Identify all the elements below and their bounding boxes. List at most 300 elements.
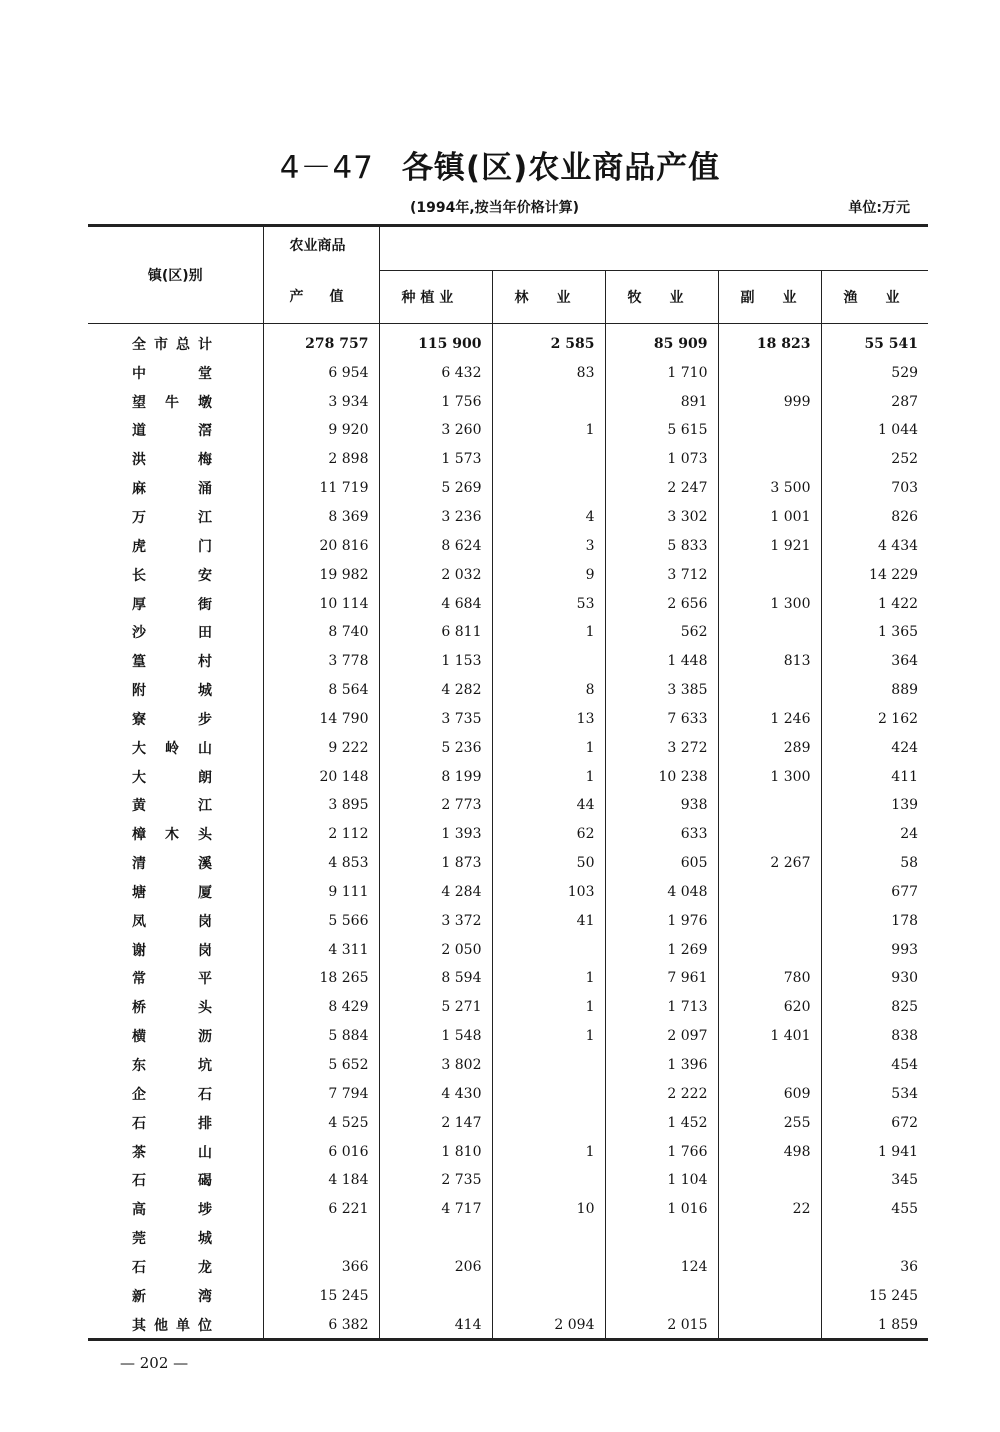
region-name-char: 高 [132,1202,146,1219]
table-row [88,560,928,589]
bottom-rule [88,1338,928,1341]
livestock-value: 85 909 [605,323,718,358]
region-name-char: 道 [132,423,146,440]
region-name [88,820,263,849]
table-row [88,849,928,878]
livestock-value: 5 615 [605,416,718,445]
fishery-value: 993 [891,941,919,958]
livestock-value: 2 247 [605,474,718,503]
planting-value: 6 811 [379,618,492,647]
region-name [88,1108,263,1137]
sideline-value [718,1253,821,1282]
region-name-char: 樟 [132,827,146,844]
sideline-value: 255 [718,1108,821,1137]
planting-value: 1 153 [379,647,492,676]
total-value: 4 184 [263,1166,379,1195]
total-value: 15 245 [263,1281,379,1310]
sideline-value [718,1166,821,1195]
region-name-char: 望 [132,394,146,411]
region-name-char: 门 [198,538,212,555]
total-value: 8 429 [263,993,379,1022]
table-row [88,1224,928,1253]
table-row [88,762,928,791]
livestock-value: 1 710 [605,358,718,387]
planting-value: 3 802 [379,1051,492,1080]
livestock-value: 1 448 [605,647,718,676]
planting-value: 5 271 [379,993,492,1022]
livestock-value: 1 269 [605,935,718,964]
region-name-char: 单 [176,1317,190,1334]
region-name [88,676,263,705]
sideline-value: 620 [718,993,821,1022]
fishery-value: 454 [891,1057,919,1074]
total-value: 3 778 [263,647,379,676]
region-name [88,358,263,387]
planting-value: 206 [379,1253,492,1282]
total-value: 20 816 [263,531,379,560]
region-name-char: 新 [132,1288,146,1305]
livestock-value: 2 656 [605,589,718,618]
planting-value: 4 284 [379,878,492,907]
fishery-value: 930 [891,970,919,987]
header-planting: 种 植 业 [379,270,492,323]
region-name-char: 茶 [132,1144,146,1161]
fishery-value: 1 422 [877,595,919,612]
livestock-value: 605 [605,849,718,878]
region-name [88,618,263,647]
region-name-char: 篁 [132,654,146,671]
sideline-value: 289 [718,733,821,762]
forestry-value [492,1224,605,1253]
fishery-value: 364 [891,653,919,670]
total-value: 8 564 [263,676,379,705]
region-name [88,1051,263,1080]
livestock-value: 4 048 [605,878,718,907]
livestock-value: 1 976 [605,906,718,935]
region-name-char: 岗 [198,942,212,959]
livestock-value: 938 [605,791,718,820]
total-value: 4 311 [263,935,379,964]
table-row [88,416,928,445]
region-name [88,589,263,618]
region-name [88,964,263,993]
agri-commodity-table [88,224,928,1339]
sideline-value [718,906,821,935]
region-name-char: 横 [132,1029,146,1046]
table-row [88,676,928,705]
region-name [88,416,263,445]
header-region: 镇(区)别 [88,226,263,324]
table-row [88,1022,928,1051]
table-row [88,387,928,416]
forestry-value [492,1281,605,1310]
region-name [88,935,263,964]
table-row [88,733,928,762]
region-name-char: 总 [176,336,190,353]
planting-value: 2 050 [379,935,492,964]
region-name-char: 岭 [165,740,179,757]
fishery-value: 411 [891,768,919,785]
planting-value: 3 236 [379,503,492,532]
region-name [88,1310,263,1339]
fishery-value: 889 [891,682,919,699]
planting-value: 4 717 [379,1195,492,1224]
livestock-value: 2 097 [605,1022,718,1051]
planting-value: 1 548 [379,1022,492,1051]
region-name-char: 涌 [198,481,212,498]
region-name-char: 计 [198,336,212,353]
region-name-char: 村 [198,654,212,671]
total-value: 366 [263,1253,379,1282]
forestry-value [492,647,605,676]
region-name-char: 寮 [132,711,146,728]
sideline-value: 18 823 [718,323,821,358]
planting-value: 2 773 [379,791,492,820]
region-name-char: 排 [198,1115,212,1132]
table-row [88,1310,928,1339]
table-row [88,878,928,907]
region-name-char: 洪 [132,452,146,469]
total-value: 5 566 [263,906,379,935]
sideline-value: 999 [718,387,821,416]
total-value: 3 934 [263,387,379,416]
livestock-value: 1 713 [605,993,718,1022]
region-name [88,993,263,1022]
forestry-value [492,474,605,503]
sideline-value [718,1281,821,1310]
total-value: 8 740 [263,618,379,647]
forestry-value: 1 [492,993,605,1022]
total-value: 8 369 [263,503,379,532]
total-value [263,1224,379,1253]
forestry-value: 1 [492,733,605,762]
table-row [88,647,928,676]
table-row [88,964,928,993]
planting-value: 6 432 [379,358,492,387]
total-value: 7 794 [263,1079,379,1108]
region-name-char: 莞 [132,1231,146,1248]
forestry-value: 53 [492,589,605,618]
fishery-value: 529 [891,364,919,381]
table-row [88,906,928,935]
forestry-value: 2 094 [492,1310,605,1339]
planting-value: 1 573 [379,445,492,474]
region-name-char: 塘 [132,884,146,901]
planting-value: 1 393 [379,820,492,849]
sideline-value [718,935,821,964]
sideline-value [718,1224,821,1253]
livestock-value: 2 222 [605,1079,718,1108]
forestry-value: 103 [492,878,605,907]
region-name [88,1022,263,1051]
forestry-value [492,935,605,964]
forestry-value: 9 [492,560,605,589]
region-name-char: 虎 [132,538,146,555]
region-name-char: 全 [132,336,146,353]
region-name [88,323,263,358]
planting-value: 3 372 [379,906,492,935]
forestry-value: 50 [492,849,605,878]
fishery-value: 58 [900,855,919,872]
page-number: — 202 — [120,1354,189,1372]
forestry-value [492,445,605,474]
sideline-value [718,618,821,647]
region-name-char: 步 [198,711,212,728]
planting-value: 4 282 [379,676,492,705]
table-row [88,1079,928,1108]
forestry-value: 13 [492,704,605,733]
total-value: 20 148 [263,762,379,791]
fishery-value: 345 [891,1172,919,1189]
region-name [88,647,263,676]
region-name-char: 长 [132,567,146,584]
total-value: 14 790 [263,704,379,733]
planting-value: 4 430 [379,1079,492,1108]
sideline-value [718,1310,821,1339]
forestry-value [492,387,605,416]
region-name-char: 石 [132,1173,146,1190]
forestry-value: 8 [492,676,605,705]
table-row [88,358,928,387]
forestry-value: 4 [492,503,605,532]
fishery-value: 424 [891,739,919,756]
sideline-value [718,1051,821,1080]
region-name-char: 埗 [198,1202,212,1219]
region-name-char: 坑 [198,1058,212,1075]
total-value: 2 898 [263,445,379,474]
forestry-value [492,1108,605,1137]
total-value: 6 221 [263,1195,379,1224]
region-name [88,1137,263,1166]
forestry-value: 1 [492,964,605,993]
region-name-char: 山 [198,740,212,757]
region-name [88,474,263,503]
fishery-value: 677 [891,883,919,900]
forestry-value: 3 [492,531,605,560]
table-row [88,1195,928,1224]
region-name-char: 东 [132,1058,146,1075]
fishery-value: 826 [891,508,919,525]
sideline-value: 780 [718,964,821,993]
table-body [88,323,928,1339]
livestock-value: 633 [605,820,718,849]
region-name-char: 桥 [132,1000,146,1017]
fishery-value: 2 162 [877,710,919,727]
forestry-value [492,1253,605,1282]
sideline-value: 2 267 [718,849,821,878]
sideline-value: 1 300 [718,589,821,618]
forestry-value: 1 [492,416,605,445]
table-row [88,589,928,618]
total-value: 3 895 [263,791,379,820]
region-name [88,445,263,474]
region-name-char: 石 [132,1259,146,1276]
forestry-value [492,1051,605,1080]
livestock-value: 1 104 [605,1166,718,1195]
region-name-char: 附 [132,683,146,700]
fishery-value: 14 229 [869,566,919,583]
livestock-value: 1 396 [605,1051,718,1080]
table-row [88,935,928,964]
livestock-value: 10 238 [605,762,718,791]
total-value: 6 016 [263,1137,379,1166]
forestry-value [492,1166,605,1195]
planting-value [379,1281,492,1310]
fishery-value [821,1224,928,1253]
region-name [88,1195,263,1224]
total-value: 6 954 [263,358,379,387]
planting-value [379,1224,492,1253]
region-name-char: 大 [132,769,146,786]
total-value: 10 114 [263,589,379,618]
region-name [88,1253,263,1282]
region-name-char: 溪 [198,856,212,873]
livestock-value: 1 766 [605,1137,718,1166]
total-value: 5 884 [263,1022,379,1051]
table-row [88,531,928,560]
region-name-char: 市 [154,336,168,353]
planting-value: 1 873 [379,849,492,878]
livestock-value [605,1281,718,1310]
unit-label: 单位:万元 [848,200,910,216]
region-name-char: 厦 [198,884,212,901]
forestry-value: 10 [492,1195,605,1224]
table-row [88,503,928,532]
total-value: 4 853 [263,849,379,878]
fishery-value: 139 [891,797,919,814]
region-name-char: 黄 [132,798,146,815]
table-row [88,704,928,733]
table-row [88,1253,928,1282]
fishery-value: 24 [900,826,919,843]
region-name-char: 岗 [198,913,212,930]
livestock-value: 124 [605,1253,718,1282]
region-name-char: 朗 [198,769,212,786]
table-row [88,618,928,647]
planting-value: 5 269 [379,474,492,503]
region-name-char: 谢 [132,942,146,959]
region-name-char: 头 [198,827,212,844]
region-name-char: 牛 [165,394,179,411]
table-row [88,445,928,474]
forestry-value [492,1079,605,1108]
region-name-char: 万 [132,509,146,526]
livestock-value: 3 302 [605,503,718,532]
planting-value: 1 810 [379,1137,492,1166]
fishery-value: 55 541 [864,335,919,352]
sideline-value [718,820,821,849]
header-forestry: 林 业 [492,270,605,323]
livestock-value: 3 385 [605,676,718,705]
total-value: 5 652 [263,1051,379,1080]
table-row [88,1166,928,1195]
sideline-value: 813 [718,647,821,676]
livestock-value: 7 633 [605,704,718,733]
total-value: 2 112 [263,820,379,849]
region-name [88,1281,263,1310]
livestock-value: 2 015 [605,1310,718,1339]
sideline-value: 609 [718,1079,821,1108]
region-name-char: 山 [198,1144,212,1161]
total-value: 4 525 [263,1108,379,1137]
header-sideline: 副 业 [718,270,821,323]
region-name-char: 位 [198,1317,212,1334]
table-row [88,1108,928,1137]
region-name-char: 江 [198,509,212,526]
livestock-value: 5 833 [605,531,718,560]
sideline-value [718,676,821,705]
forestry-value: 41 [492,906,605,935]
region-name [88,849,263,878]
fishery-value: 15 245 [869,1287,919,1304]
header-livestock: 牧 业 [605,270,718,323]
table-title [0,142,1000,187]
region-name [88,503,263,532]
region-name [88,387,263,416]
sideline-value [718,878,821,907]
forestry-value: 44 [492,791,605,820]
region-name-char: 石 [132,1115,146,1132]
sideline-value [718,358,821,387]
livestock-value [605,1224,718,1253]
forestry-value: 2 585 [492,323,605,358]
sideline-value: 1 401 [718,1022,821,1051]
fishery-value: 287 [891,393,919,410]
livestock-value: 3 712 [605,560,718,589]
forestry-value: 83 [492,358,605,387]
planting-value: 2 147 [379,1108,492,1137]
livestock-value: 891 [605,387,718,416]
region-name-char: 木 [165,827,179,844]
table-row [88,791,928,820]
region-name-char: 滘 [198,423,212,440]
fishery-value: 672 [891,1114,919,1131]
table-row [88,820,928,849]
forestry-value: 1 [492,618,605,647]
region-name [88,704,263,733]
region-name-char: 石 [198,1086,212,1103]
sideline-value: 1 001 [718,503,821,532]
header-product-bottom: 产值 [263,270,379,323]
planting-value: 8 594 [379,964,492,993]
region-name-char: 安 [198,567,212,584]
table-subtitle: (1994年,按当年价格计算) [410,200,580,216]
table-row [88,1051,928,1080]
sideline-value [718,791,821,820]
forestry-value: 62 [492,820,605,849]
fishery-value: 825 [891,999,919,1016]
fishery-value: 36 [900,1258,919,1275]
region-name-char: 梅 [198,452,212,469]
fishery-value: 703 [891,480,919,497]
total-value: 18 265 [263,964,379,993]
total-value: 11 719 [263,474,379,503]
region-name-char: 堂 [198,365,212,382]
region-name-char: 常 [132,971,146,988]
table-title-text: 各镇(区)农业商品产值 [401,150,721,186]
fishery-value: 1 044 [877,422,919,439]
livestock-value: 1 452 [605,1108,718,1137]
region-name-char: 城 [198,1231,212,1248]
planting-value: 115 900 [379,323,492,358]
region-name-char: 麻 [132,481,146,498]
header-fishery: 渔 业 [821,270,928,323]
table-row [88,1137,928,1166]
region-name-char: 他 [154,1317,168,1334]
sideline-value: 3 500 [718,474,821,503]
forestry-value: 1 [492,1022,605,1051]
fishery-value: 178 [891,912,919,929]
